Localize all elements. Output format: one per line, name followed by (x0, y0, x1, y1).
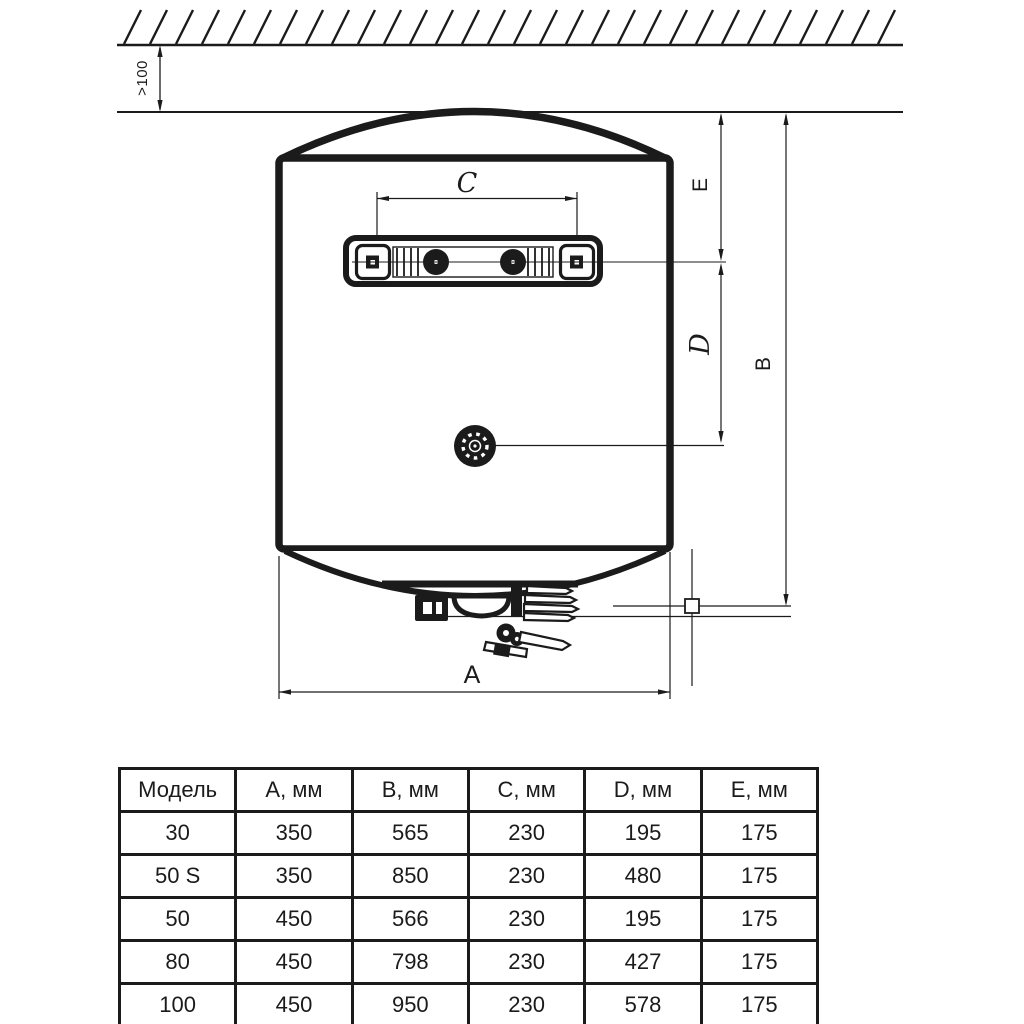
value-cell: 850 (352, 855, 468, 898)
value-cell: 230 (468, 855, 584, 898)
datum-point-marker (685, 599, 699, 613)
dimensions-table (118, 767, 819, 1024)
dimension-d (685, 263, 724, 443)
model-cell: 50 S (120, 855, 236, 898)
safety-valve (484, 624, 570, 658)
col-header-d: D, мм (585, 769, 701, 812)
dim-d-label: D (685, 333, 716, 355)
value-cell: 450 (236, 941, 352, 984)
col-header-e: E, мм (701, 769, 817, 812)
table-header-row (120, 769, 818, 812)
value-cell: 230 (468, 898, 584, 941)
value-cell: 195 (585, 812, 701, 855)
bottom-dome (285, 551, 665, 596)
model-cell: 80 (120, 941, 236, 984)
value-cell: 175 (701, 941, 817, 984)
table-row (120, 898, 818, 941)
value-cell: 350 (236, 855, 352, 898)
value-cell: 565 (352, 812, 468, 855)
clearance-dimension (134, 45, 163, 112)
col-header-model: Модель (120, 769, 236, 812)
table-row (120, 855, 818, 898)
value-cell: 175 (701, 984, 817, 1024)
col-header-c: C, мм (468, 769, 584, 812)
value-cell: 175 (701, 898, 817, 941)
model-cell: 100 (120, 984, 236, 1024)
value-cell: 427 (585, 941, 701, 984)
value-cell: 798 (352, 941, 468, 984)
threaded-pipe (524, 586, 578, 621)
dim-e-label: E (689, 177, 712, 193)
value-cell: 350 (236, 812, 352, 855)
value-cell: 230 (468, 812, 584, 855)
top-dome (281, 112, 667, 160)
dimension-e (689, 113, 724, 261)
value-cell: 450 (236, 984, 352, 1024)
value-cell: 230 (468, 984, 584, 1024)
pipe-stub (511, 586, 522, 616)
value-cell: 175 (701, 812, 817, 855)
model-cell: 50 (120, 898, 236, 941)
clearance-label: >100 (134, 60, 151, 96)
value-cell: 450 (236, 898, 352, 941)
value-cell: 480 (585, 855, 701, 898)
table-row (120, 984, 818, 1024)
value-cell: 950 (352, 984, 468, 1024)
model-cell: 30 (120, 812, 236, 855)
value-cell: 195 (585, 898, 701, 941)
value-cell: 175 (701, 855, 817, 898)
col-header-a: A, мм (236, 769, 352, 812)
dimension-b (752, 113, 789, 606)
dim-b-label: B (752, 356, 775, 372)
dim-c-label: C (456, 168, 478, 199)
table-row (120, 941, 818, 984)
value-cell: 230 (468, 941, 584, 984)
dim-a-label: A (463, 661, 481, 689)
body-outline (279, 158, 670, 549)
value-cell: 566 (352, 898, 468, 941)
table-row (120, 812, 818, 855)
ceiling-hatch (124, 10, 895, 44)
bottom-fittings (415, 586, 578, 657)
value-cell: 578 (585, 984, 701, 1024)
col-header-b: B, мм (352, 769, 468, 812)
heating-element-cover (454, 596, 509, 616)
thermostat-knob-icon (454, 425, 496, 467)
